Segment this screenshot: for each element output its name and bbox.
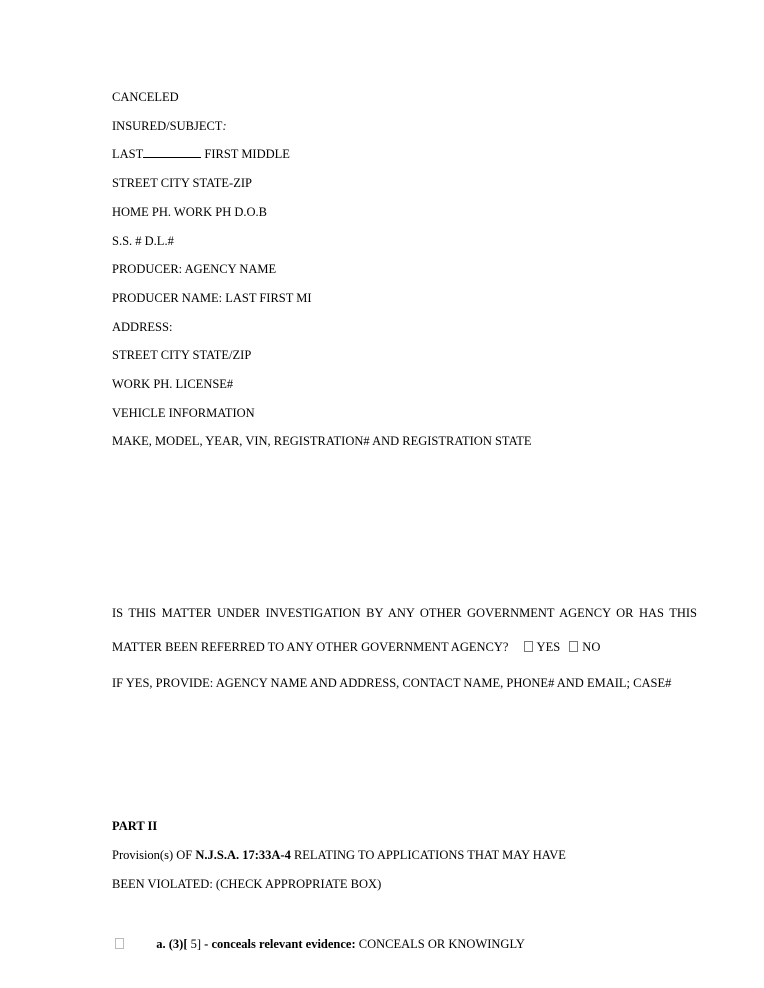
producer-address-label-line (112, 319, 172, 335)
investigation-followup-line (112, 675, 671, 691)
name-last-label: LAST (112, 147, 144, 161)
part2-intro-line1 (112, 847, 566, 863)
insured-phones-line (112, 204, 267, 220)
part2-heading-text: PART II (112, 819, 158, 833)
vehicle-heading-text: VEHICLE INFORMATION (112, 406, 255, 420)
name-first-middle-label: FIRST MIDDLE (204, 147, 290, 161)
investigation-question-line2 (112, 639, 600, 655)
no-checkbox[interactable] (569, 641, 578, 652)
producer-address-label: ADDRESS: (112, 320, 173, 334)
insured-heading-colon: : (222, 119, 227, 133)
investigation-question-text1: IS THIS MATTER UNDER INVESTIGATION BY ANY OTHER GOVERNMENT AGENCY OR HAS THIS (112, 606, 697, 620)
producer-address-text: STREET CITY STATE/ZIP (112, 348, 252, 362)
item-a-title: - conceals relevant evidence: (201, 937, 356, 951)
producer-work-license-text: WORK PH. LICENSE# (112, 377, 234, 391)
yes-label: YES (536, 640, 561, 654)
part2-intro-line2 (112, 876, 381, 892)
item-a-checkbox[interactable] (115, 938, 124, 949)
name-blank (143, 146, 201, 158)
part2-intro-suffix: RELATING TO APPLICATIONS THAT MAY HAVE (293, 848, 566, 862)
insured-phones-text: HOME PH. WORK PH D.O.B (112, 205, 267, 219)
producer-work-license-line (112, 376, 233, 392)
insured-ids-text: S.S. # D.L.# (112, 234, 174, 248)
yes-checkbox[interactable] (524, 641, 533, 652)
insured-heading (112, 118, 227, 134)
producer-address-line (112, 347, 251, 363)
producer-name-text: PRODUCER NAME: LAST FIRST MI (112, 291, 312, 305)
insured-address-text: STREET CITY STATE-ZIP (112, 176, 252, 190)
investigation-followup-text: IF YES, PROVIDE: AGENCY NAME AND ADDRESS, CONTACT NAME, PHONE# AND EMAIL; CASE# (112, 676, 672, 690)
producer-agency-text: PRODUCER: AGENCY NAME (112, 262, 277, 276)
producer-name-line (112, 290, 312, 306)
investigation-question-line1 (112, 605, 697, 621)
part2-intro-prefix: Provision(s) OF (112, 848, 193, 862)
part2-heading (112, 818, 157, 834)
part2-intro-line2-text: BEEN VIOLATED: (CHECK APPROPRIATE BOX) (112, 877, 382, 891)
item-a-line (115, 936, 525, 952)
insured-address-line (112, 175, 252, 191)
insured-name-line (112, 146, 290, 162)
producer-agency-line (112, 261, 276, 277)
part2-statute: N.J.S.A. 17:33A-4 (195, 848, 291, 862)
vehicle-heading-line (112, 405, 255, 421)
item-a-code-prefix: a. (3)[ (156, 937, 188, 951)
insured-heading-text: INSURED/SUBJECT (112, 119, 223, 133)
status-text: CANCELED (112, 90, 179, 104)
item-a-text: CONCEALS OR KNOWINGLY (358, 937, 525, 951)
vehicle-details-text: MAKE, MODEL, YEAR, VIN, REGISTRATION# AND REGISTRATION STATE (112, 434, 532, 448)
insured-ids-line (112, 233, 174, 249)
no-label: NO (582, 640, 601, 654)
investigation-question-text2: MATTER BEEN REFERRED TO ANY OTHER GOVERNMENT AGENCY? (112, 640, 509, 654)
vehicle-details-line (112, 433, 531, 449)
status-line (112, 89, 179, 105)
item-a-code-num: 5] (187, 937, 202, 951)
